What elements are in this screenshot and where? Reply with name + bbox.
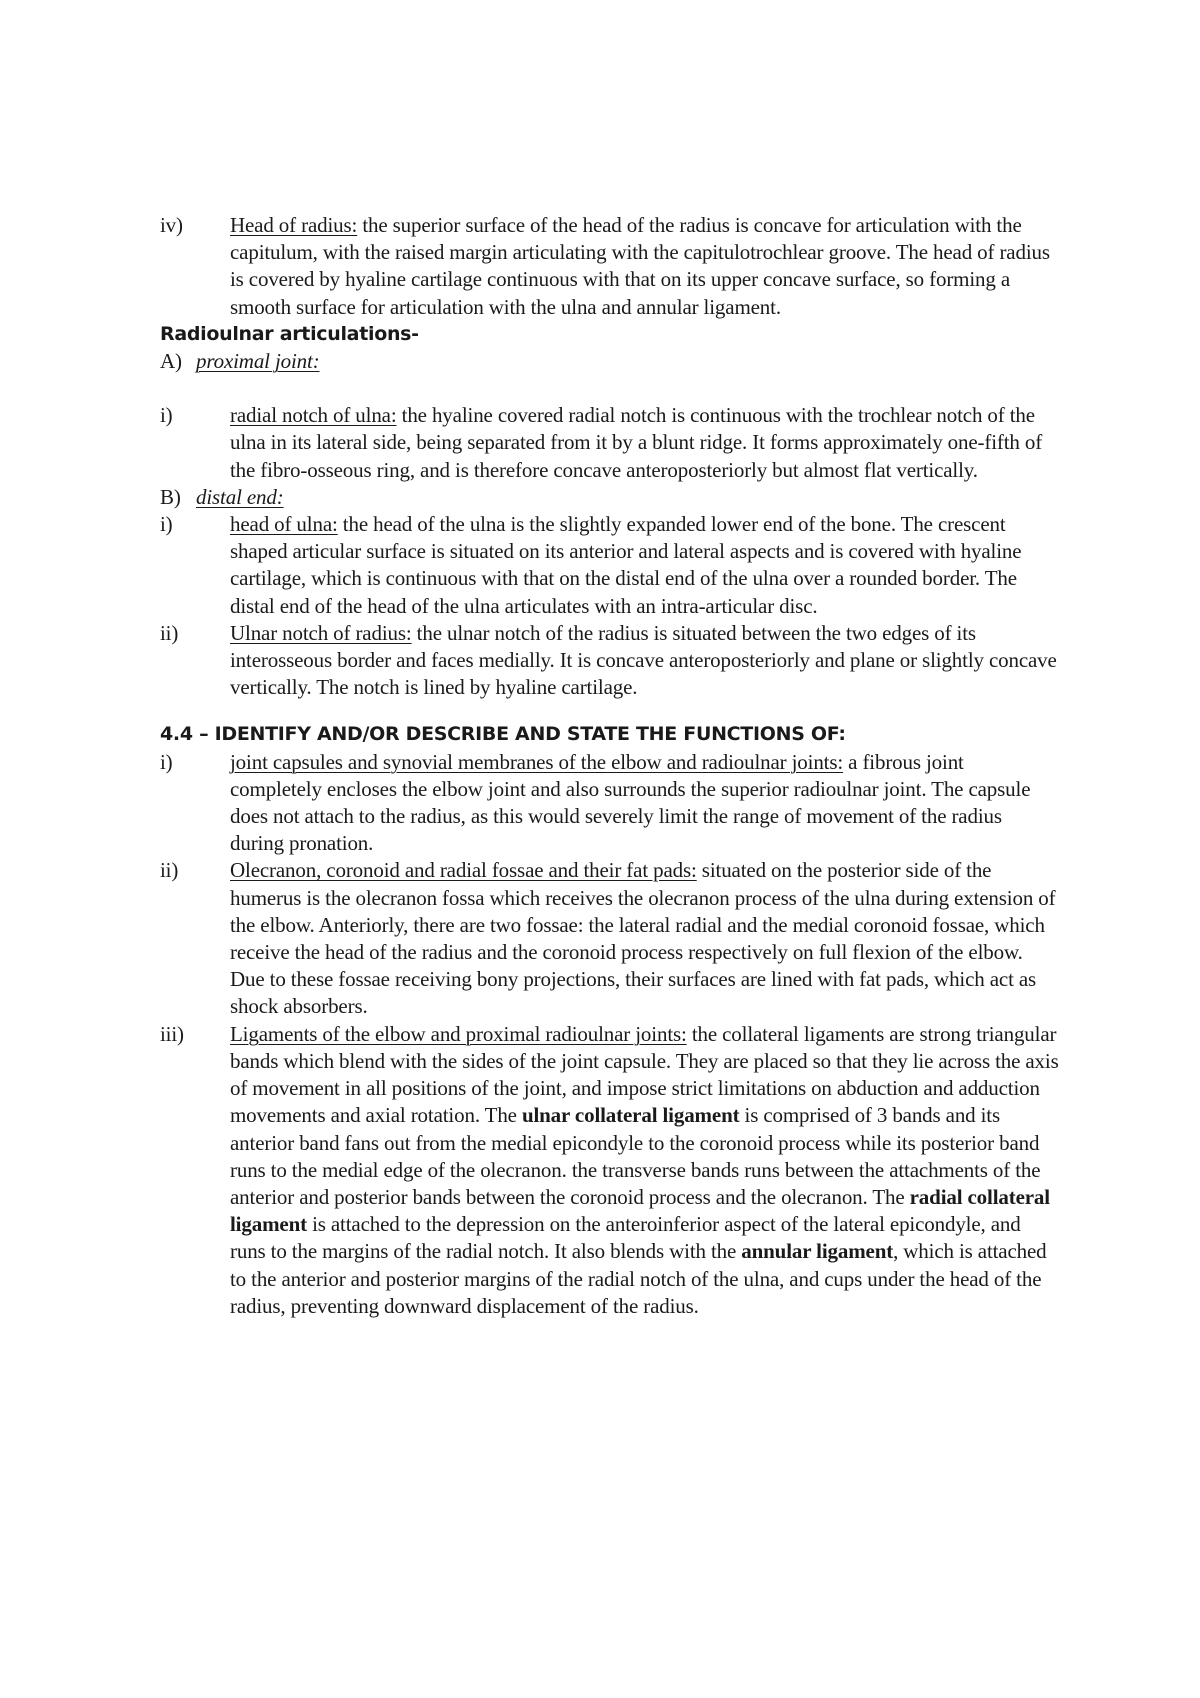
term-joint-capsules: joint capsules and synovial membranes of the elbow and radioulnar joints: (230, 749, 844, 774)
description-radial-notch: the hyaline covered radial notch is continuous with the trochlear notch of the ulna in its lateral side, being separated from it by a blunt ridge. It forms approximately one-fifth of the fibro-osseous ring, and is therefore concave anteroposteriorly but almost flat vertically. (230, 403, 1043, 482)
term-fossae: Olecranon, coronoid and radial fossae and their fat pads: (230, 858, 697, 883)
list-item-joint-capsules (160, 749, 1060, 858)
sub-label: proximal joint: (196, 349, 320, 374)
term-annular-ligament: annular ligament (741, 1239, 894, 1264)
list-numeral: i) (160, 512, 173, 537)
description-ligaments-part-3: is attached to the depression on the anteroinferior aspect of the lateral epicondyle, and runs to the margins of the radial notch. It also blends with the (230, 1212, 1021, 1264)
list-item-body (230, 402, 1060, 484)
term-radial-notch: radial notch of ulna: (230, 403, 397, 428)
list-item-body (230, 749, 1060, 858)
sub-label: distal end: (196, 484, 284, 509)
subheading-proximal-joint (160, 348, 1060, 375)
document-page (160, 212, 1060, 1320)
list-numeral: ii) (160, 620, 179, 645)
description-joint-capsules: a fibrous joint completely encloses the elbow joint and also surrounds the superior radioulnar joint. The capsule does not attach to the radius, as this would severely limit the range of movement of the radius during pronation. (230, 749, 1031, 856)
list-item-body (230, 511, 1060, 620)
list-item-fossae (160, 857, 1060, 1020)
list-numeral: ii) (160, 858, 179, 883)
description-fossae: situated on the posterior side of the humerus is the olecranon fossa which receives the olecranon process of the ulna during extension of the elbow. Anteriorly, there are two fossae: the lateral radial and the medial coronoid fossae, which receive the head of the radius and the coronoid process respectively on full flexion of the elbow. Due to these fossae receiving bony projections, their surfaces are lined with fat pads, which act as shock absorbers. (230, 858, 1056, 1019)
term-head-of-radius: Head of radius: (230, 213, 358, 237)
description-head-of-ulna: the head of the ulna is the slightly expanded lower end of the bone. The crescent shaped articular surface is situated on its anterior and lateral aspects and is covered with hyaline cartilage, which is continuous with that on the distal end of the ulna over a rounded border. The distal end of the head of the ulna articulates with an intra-articular disc. (230, 512, 1022, 618)
heading-section-4-4: 4.4 – IDENTIFY AND/OR DESCRIBE AND STATE THE FUNCTIONS OF: (160, 723, 846, 746)
list-numeral: iv) (160, 213, 183, 237)
blank-line (160, 701, 1060, 721)
list-item-head-of-radius (160, 212, 1060, 321)
subheading-distal-end (160, 484, 1060, 511)
list-item-body (230, 1021, 1060, 1320)
list-item-radial-notch (160, 402, 1060, 484)
sub-letter: B) (160, 484, 181, 509)
list-numeral: i) (160, 403, 173, 428)
sub-letter: A) (160, 349, 182, 374)
term-ulnar-notch: Ulnar notch of radius: (230, 620, 412, 645)
description-ligaments-part-1: the collateral ligaments are strong triangular bands which blend with the sides of the joint capsule. They are placed so that they lie across the axis of movement in all positions of the joint, and impose strict limitations on abduction and adduction movements and axial rotation. The (230, 1021, 1059, 1128)
list-numeral: iii) (160, 1021, 184, 1046)
list-item-ulnar-notch (160, 620, 1060, 702)
list-item-head-of-ulna (160, 511, 1060, 620)
list-item-ligaments (160, 1021, 1060, 1320)
term-ligaments: Ligaments of the elbow and proximal radioulnar joints: (230, 1021, 687, 1046)
description-ulnar-notch: the ulnar notch of the radius is situated between the two edges of its interosseous border and faces medially. It is concave anteroposteriorly and plane or slightly concave vertically. The notch is lined by hyaline cartilage. (230, 620, 1057, 700)
list-item-body (230, 212, 1060, 321)
heading-radioulnar-articulations: Radioulnar articulations- (160, 322, 419, 345)
list-item-body (230, 857, 1060, 1020)
list-numeral: i) (160, 749, 173, 774)
term-radial-collateral-ligament: radial collateral ligament (230, 1184, 1050, 1237)
term-ulnar-collateral-ligament: ulnar collateral ligament (521, 1103, 740, 1128)
description-ligaments-part-4: , which is attached to the anterior and posterior margins of the radial notch of the ulna, and cups under the head of the radius, preventing downward displacement of the radius. (230, 1239, 1047, 1318)
description-head-of-radius: the superior surface of the head of the radius is concave for articulation with the capitulum, with the raised margin articulating with the capitulotrochlear groove. The head of radius is covered by hyaline cartilage continuous with that on its upper concave surface, so forming a smooth surface for articulation with the ulna and annular ligament. (230, 213, 1050, 319)
term-head-of-ulna: head of ulna: (230, 512, 338, 537)
blank-line (160, 375, 1060, 402)
description-ligaments-part-2: is comprised of 3 bands and its anterior band fans out from the medial epicondyle to the coronoid process while its posterior band runs to the medial edge of the olecranon. the transverse bands runs between the attachments of the anterior and posterior bands between the coronoid process and the olecranon. The (230, 1103, 1041, 1209)
list-item-body (230, 620, 1060, 702)
